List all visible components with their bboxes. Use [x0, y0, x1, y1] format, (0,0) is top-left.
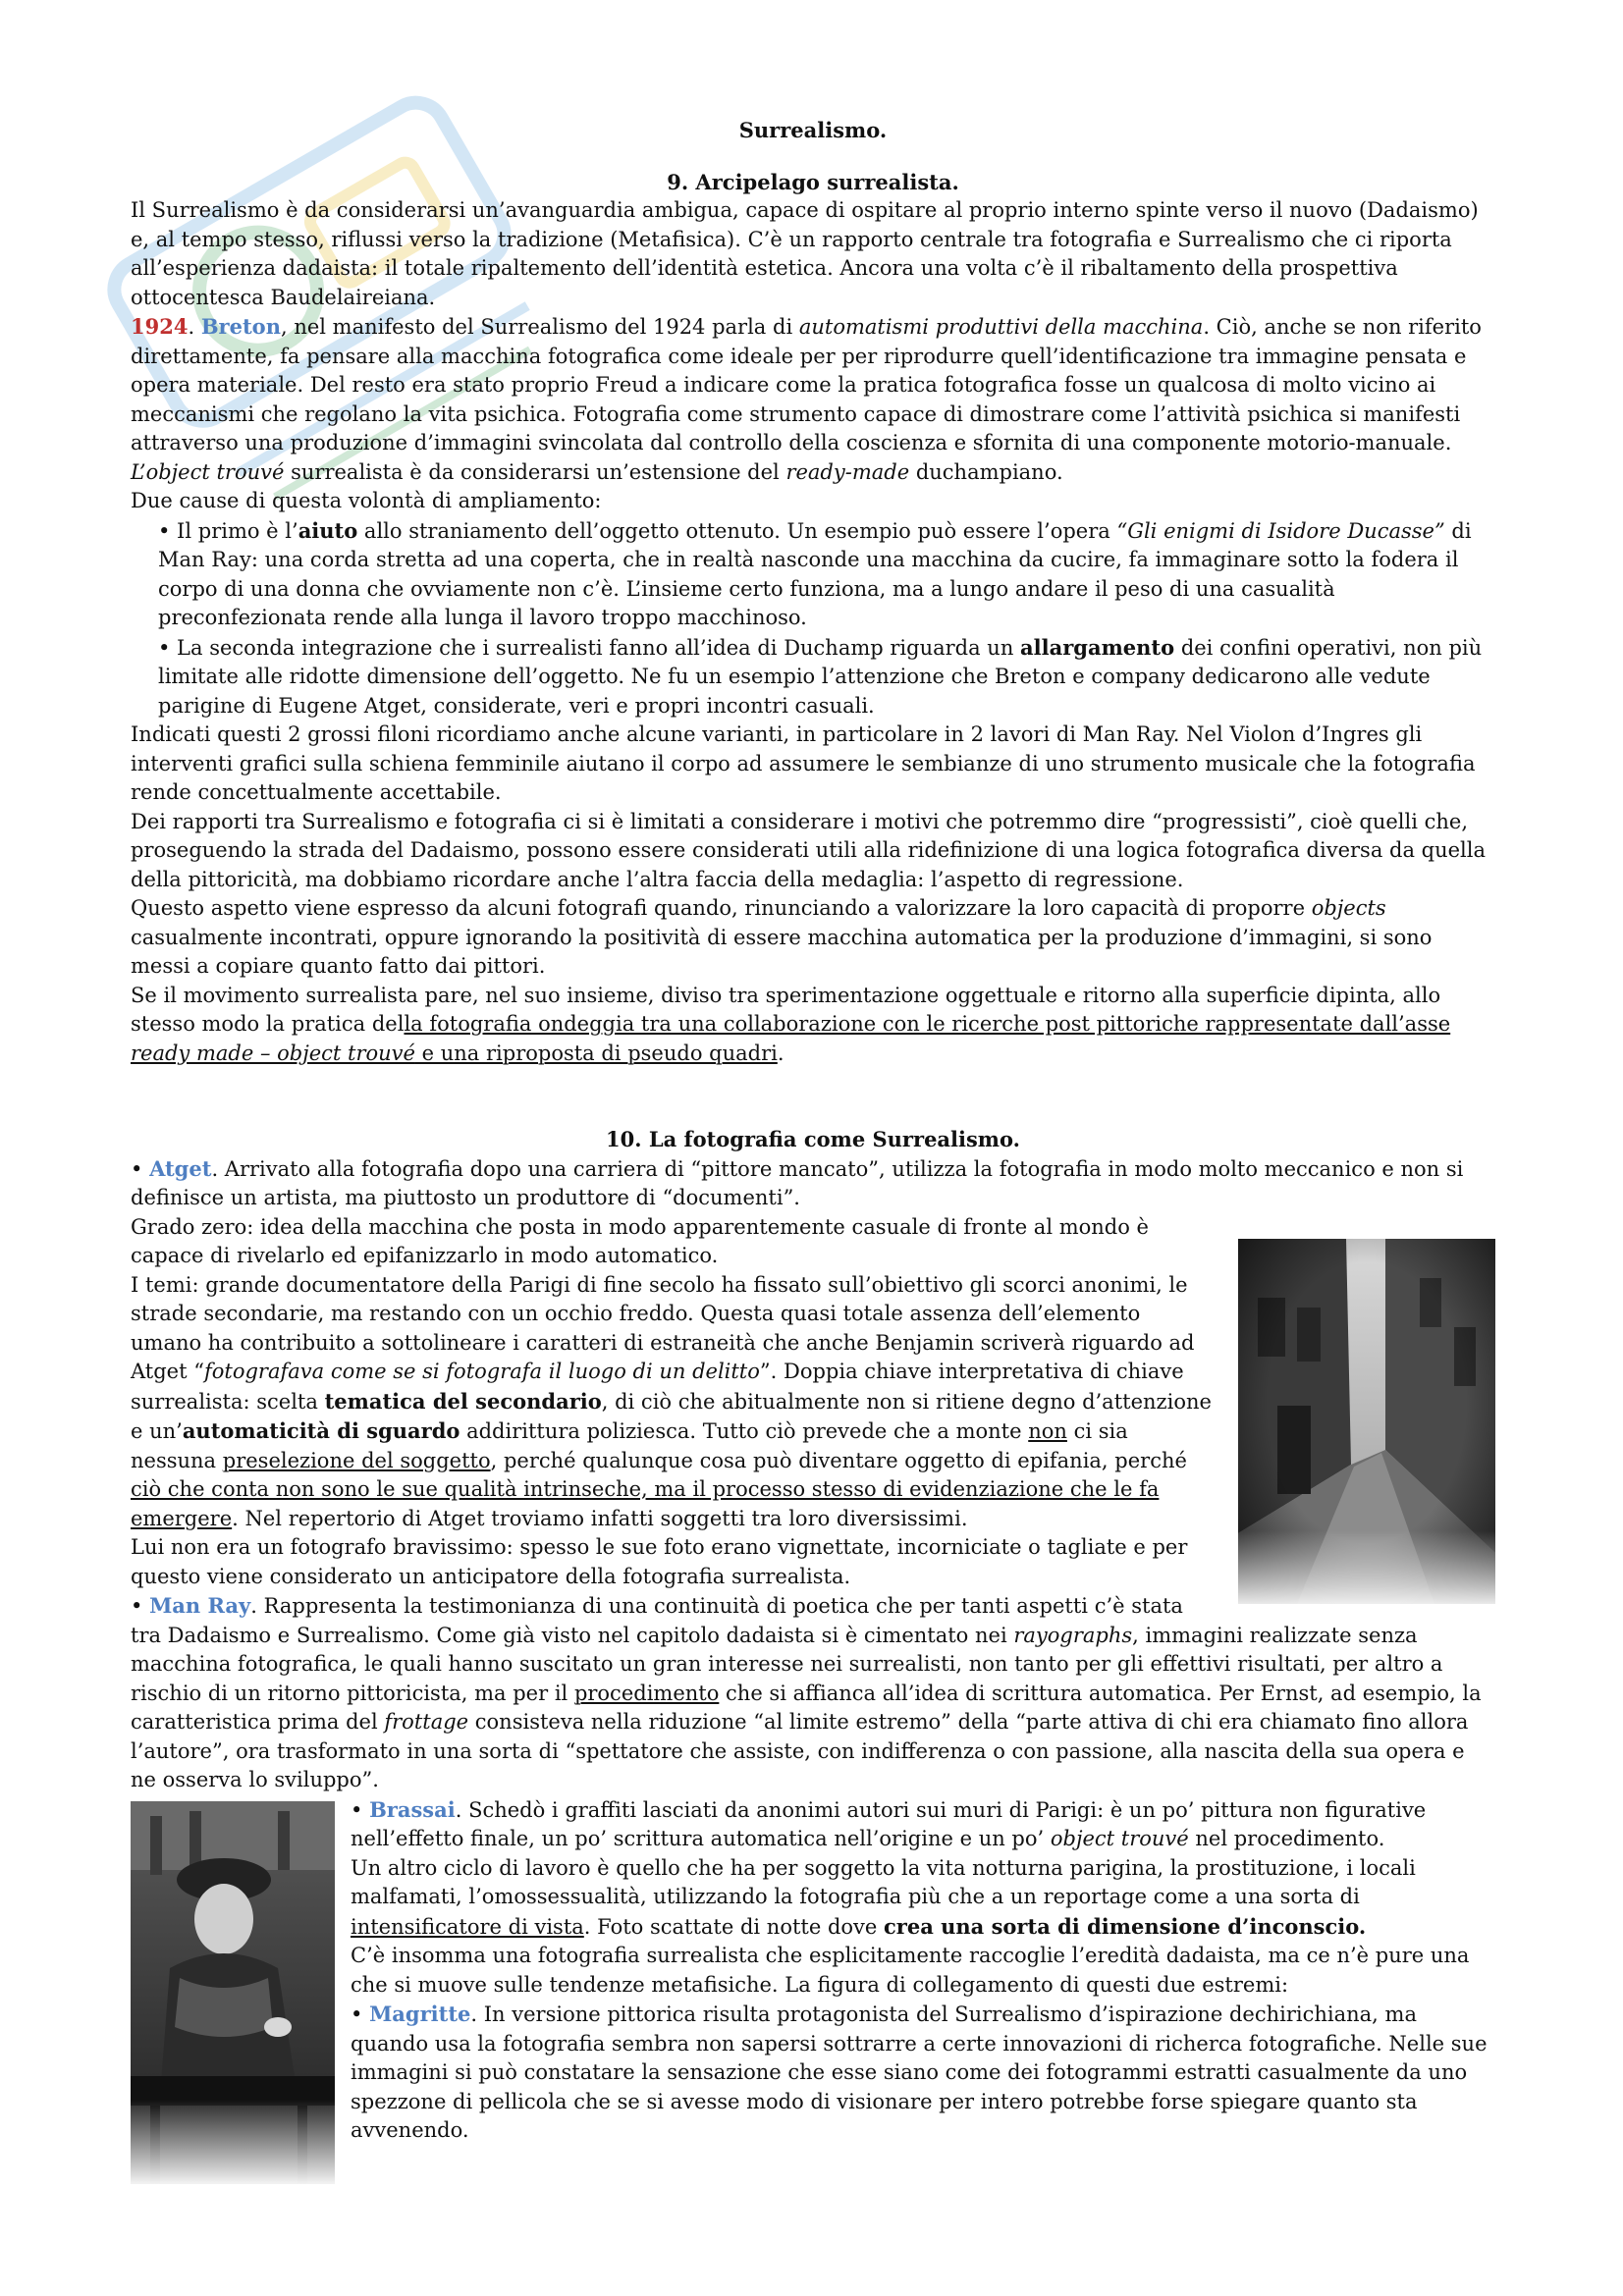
insomma-paragraph: C’è insomma una fotografia surrealista che esplicitamente raccoglie l’eredità dadaista, ma ce n’è pure una che si muove sulle tendenze metafisiche. La figura di collegamento di questi due estremi: — [351, 1944, 1470, 1997]
breton-paragraph: 1924. Breton, nel manifesto del Surrealismo del 1924 parla di automatismi produttivi della macchina. Ciò, anche se non riferito direttamente, fa pensare alla macchina fotografica come ideale per per riprodurre quell’identificazione tra immagine pensata e opera materiale. Del resto era stato proprio Freud a indicare come la pratica fotografica fosse un qualcosa di molto vicino ai meccanismi che regolano la vita psichica. Fotografia come strumento capace di dimostrare come l’attività psichica si manifesti attraverso una produzione d’immagini svincolata dal controllo della coscienza e sfornita di una componente motorio-manuale. — [131, 314, 1482, 454]
year-1924: 1924 — [131, 314, 189, 339]
bullet-first-cause: • Il primo è l’aiuto allo straniamento dell’oggetto ottenuto. Un esempio può essere l’opera “Gli enigmi di Isidore Ducasse” di Man Ray: una corda stretta ad una coperta, che in realtà nasconde una macchina da cucire, fa immaginare sotto la fodera il corpo di una donna che ovviamente non c’è. L’insieme certo funziona, ma a lungo andare il peso di una casualità preconfezionata rende alla lunga il lavoro troppo macchinoso. — [158, 517, 1472, 629]
rapporti-paragraph: Dei rapporti tra Surrealismo e fotografia ci si è limitati a considerare i motivi che potremmo dire “progressisti”, cioè quelli che, proseguendo la strada del Dadaismo, possono essere considerati utili alla ridefinizione di una logica fotografica diversa da quella della pittoricità, ma dobbiamo ricordare anche l’altra faccia della medaglia: l’aspetto di regressione. — [131, 809, 1487, 891]
conclusion-paragraph: Se il movimento surrealista pare, nel suo insieme, diviso tra sperimentazione oggettuale e ritorno alla superficie dipinta, allo stesso modo la pratica della fotografia ondeggia tra una collaborazione con le ricerche post pittoriche rappresentate dall’asse ready made – object trouvé e una riproposta di pseudo quadri. — [131, 983, 1451, 1065]
ciclo-paragraph: Un altro ciclo di lavoro è quello che ha per soggetto la vita notturna parigina, la prostituzione, i locali malfamati, l’omossessualità, utilizzando la fotografia più che a un reportage come a una sorta di intensificatore di vista. Foto scattate di notte dove crea una sorta di dimensione d’inconscio. — [351, 1855, 1416, 1939]
atget-name: Atget — [149, 1155, 212, 1181]
regressione-paragraph: Questo aspetto viene espresso da alcuni fotografi quando, rinunciando a valorizzare la loro capacità di proporre objects casualmente incontrati, oppure ignorando la positività di essere macchina automatica per la produzione d’immagini, si sono messi a copiare quanto fatto dai pittori. — [131, 896, 1433, 978]
breton-name: Breton — [200, 314, 281, 339]
grado-zero-paragraph: Grado zero: idea della macchina che posta in modo apparentemente casuale di fronte al mondo è capace di rivelarlo ed epifanizzarlo in modo automatico. — [131, 1214, 1149, 1267]
section-9-intro-paragraph: Il Surrealismo è da considerarsi un’avanguardia ambigua, capace di ospitare al proprio interno spinte verso il nuovo (Dadaismo) e, al tempo stesso, riflussi verso la tradizione (Metafisica). C’è un rapporto centrale tra fotografia e Surrealismo che ci riporta all’esperienza dadaista: il totale ripaltemento dell’identità estetica. Ancora una volta c’è il ribaltamento della prospettiva ottocentesca Baudelaireiana. — [131, 198, 1479, 309]
temi-paragraph: I temi: grande documentatore della Parigi di fine secolo ha fissato sull’obiettivo gli scorci anonimi, le strade secondarie, ma restando con un occhio freddo. Questa quasi totale assenza dell’elemento umano ha contribuito a sottolineare i caratteri di estraneità che anche Benjamin scriverà riguardo ad Atget “fotografava come se si fotografa il luogo di un delitto”. Doppia chiave interpretativa di chiave surrealista: scelta tematica del secondario, di ciò che abitualmente non si ritiene degno d’attenzione e un’automaticità di sguardo addirittura poliziesca. Tutto ciò prevede che a monte non ci sia nessuna preselezione del soggetto, perché qualunque cosa può diventare oggetto di epifania, perché ciò che conta non sono le sue qualità intrinseche, ma il processo stesso di evidenziazione che le fa emergere. Nel repertorio di Atget troviamo infatti soggetti tra loro diversissimi. — [131, 1272, 1212, 1530]
document-title: Surrealismo. — [738, 118, 888, 142]
atget-street-photo — [1238, 1239, 1495, 1604]
section-10-heading: 10. La fotografia come Surrealismo. — [606, 1127, 1020, 1151]
brassai-portrait-photo — [131, 1801, 335, 2184]
lui-paragraph: Lui non era un fotografo bravissimo: spesso le sue foto erano vignettate, incorniciate o tagliate e per questo viene considerato un anticipatore della fotografia surrealista. — [131, 1535, 1188, 1588]
man-ray-paragraph: • Man Ray. Rappresenta la testimonianza di una continuità di poetica che per tanti aspetti c’è stata tra Dadaismo e Surrealismo. Come già visto nel capitolo dadaista si è cimentato nei rayographs, immagini realizzate senza macchina fotografica, le quali hanno suscitato un gran interesse nei surrealisti, non tanto per gli effettivi risultati, per altro a rischio di un ritorno pittoricista, ma per il procedimento che si affianca all’idea di scrittura automatica. Per Ernst, ad esempio, la caratteristica prima del frottage consisteva nella riduzione “al limite estremo” della “parte attiva di chi era chiamato fino allora l’autore”, ora trasformato in una sorta di “spettatore che assiste, con indifferenza o con passione, alla nascita della sua opera e ne osserva lo sviluppo”. — [131, 1593, 1482, 1791]
brassai-name: Brassai — [369, 1796, 456, 1822]
magritte-paragraph: • Magritte. In versione pittorica risulta protagonista del Surrealismo d’ispirazione dechirichiana, ma quando usa la fotografia sembra non sapersi sottrarre a certe innovazioni di richerca fotografiche. Nelle sue immagini si può constatare la sensazione che esse siano come dei fotogrammi estratti casualmente da uno spezzone di pellicola che se si avesse modo di visionare per intero potrebbe forse spiegare quanto sta avvenendo. — [351, 2002, 1488, 2142]
atget-intro-paragraph: • Atget. Arrivato alla fotografia dopo una carriera di “pittore mancato”, utilizza la fotografia in modo molto meccanico e non si definisce un artista, ma piuttosto un produttore di “documenti”. — [131, 1155, 1464, 1209]
object-trouve-paragraph: L’object trouvé surrealista è da considerarsi un’estensione del ready-made duchampiano. — [131, 459, 1063, 484]
bullet-second-cause: • La seconda integrazione che i surrealisti fanno all’idea di Duchamp riguarda un allargamento dei confini operativi, non più limitate alle ridotte dimensione dell’oggetto. Ne fu un esempio l’attenzione che Breton e company dedicarono alle vedute parigine di Eugene Atget, considerate, veri e propri incontri casuali. — [158, 634, 1483, 718]
document-body — [131, 116, 1495, 2194]
section-9-heading: 9. Arcipelago surrealista. — [667, 169, 959, 194]
due-cause-paragraph: Due cause di questa volontà di ampliamento: — [131, 489, 602, 512]
man-ray-name: Man Ray — [149, 1593, 251, 1618]
varianti-paragraph: Indicati questi 2 grossi filoni ricordiamo anche alcune varianti, in particolare in 2 lavori di Man Ray. Nel Violon d’Ingres gli interventi grafici sulla schiena femminile aiutano il corpo ad assumere le sembianze di uno strumento musicale che la fotografia rende concettualmente accettabile. — [131, 722, 1476, 804]
brassai-paragraph: • Brassai. Schedò i graffiti lasciati da anonimi autori sui muri di Parigi: è un po’ pittura non figurative nell’effetto finale, un po’ scrittura automatica nell’origine e un po’ object trouvé nel procedimento. — [351, 1796, 1427, 1850]
magritte-name: Magritte — [369, 2002, 471, 2026]
